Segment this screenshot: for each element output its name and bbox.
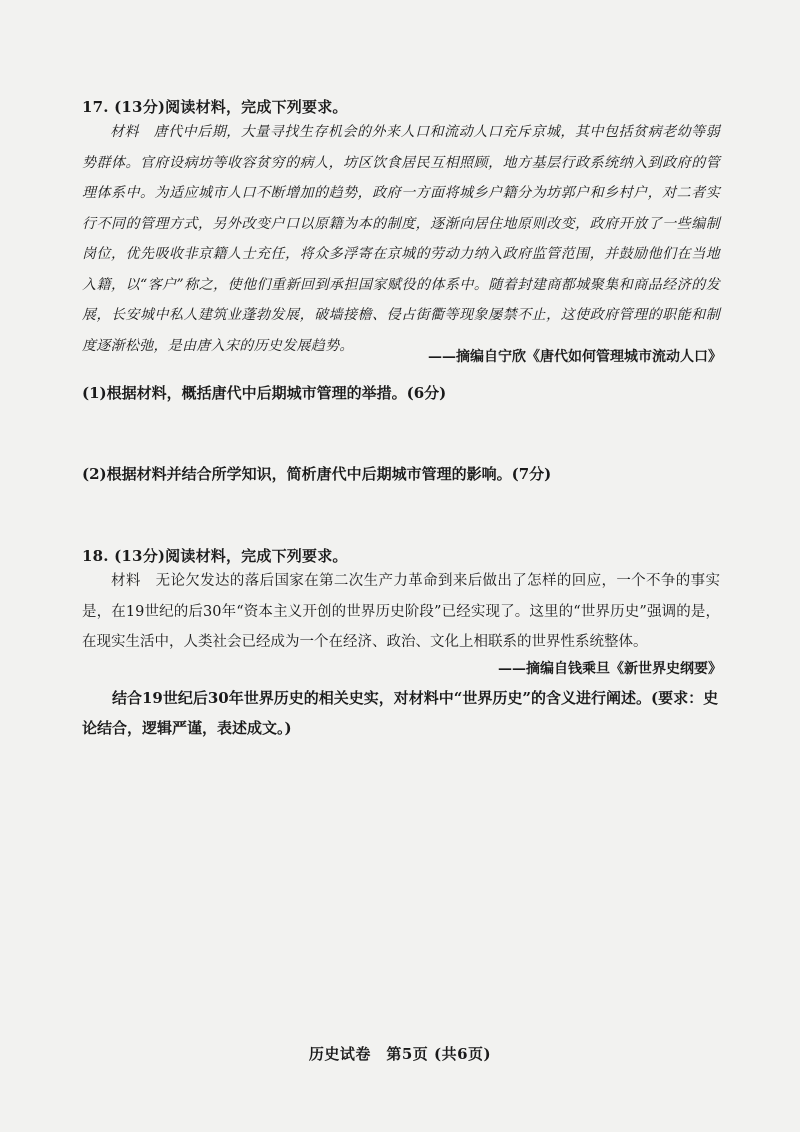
question-18-source: ——摘编自钱乘旦《新世界史纲要》 bbox=[498, 661, 722, 677]
question-18-material: 材料 无论欠发达的落后国家在第二次生产力革命到来后做出了怎样的回应，一个不争的事实是，在19世纪的后30年“资本主义开创的世界历史阶段”已经实现了。这里的“世界历史”强调的是，在现实生活中，人类社会已经成为一个在经济、政治、文化上相联系的世界性系统整体。 bbox=[82, 573, 720, 650]
question-18-task: 结合19世纪后30年世界历史的相关史实，对材料中“世界历史”的含义进行阐述。(要求：史论结合，逻辑严谨，表述成文。) bbox=[82, 689, 719, 737]
question-17-header: 17. (13分)阅读材料，完成下列要求。 bbox=[82, 98, 348, 116]
question-17-part-1: (1)根据材料，概括唐代中后期城市管理的举措。(6分) bbox=[82, 384, 447, 402]
question-17-part-2: (2)根据材料并结合所学知识，简析唐代中后期城市管理的影响。(7分) bbox=[82, 465, 552, 483]
question-17-material: 材料 唐代中后期，大量寻找生存机会的外来人口和流动人口充斥京城，其中包括贫病老幼等弱势群体。官府设病坊等收容贫穷的病人，坊区饮食居民互相照顾，地方基层行政系统纳入到政府的管理体系中。为适应城市人口不断增加的趋势，政府一方面将城乡户籍分为坊郭户和乡村户，对二者实行不同的管理方式，另外改变户口以原籍为本的制度，逐渐向居住地原则改变，政府开放了一些编制岗位，优先吸收非京籍人士充任，将众多浮寄在京城的劳动力纳入政府监管范围，并鼓励他们在当地入籍，以“客户”称之，使他们重新回到承担国家赋役的体系中。随着封建商都城聚集和商品经济的发展，长安城中私人建筑业蓬勃发展，破墙接檐、侵占街衢等现象屡禁不止，这使政府管理的职能和制度逐渐松弛，是由唐入宋的历史发展趋势。 bbox=[82, 124, 720, 354]
question-18-header: 18. (13分)阅读材料，完成下列要求。 bbox=[82, 547, 348, 565]
page-footer: 历史试卷 第5页 (共6页) bbox=[308, 1045, 492, 1063]
question-17-source: ——摘编自宁欣《唐代如何管理城市流动人口》 bbox=[428, 349, 722, 365]
